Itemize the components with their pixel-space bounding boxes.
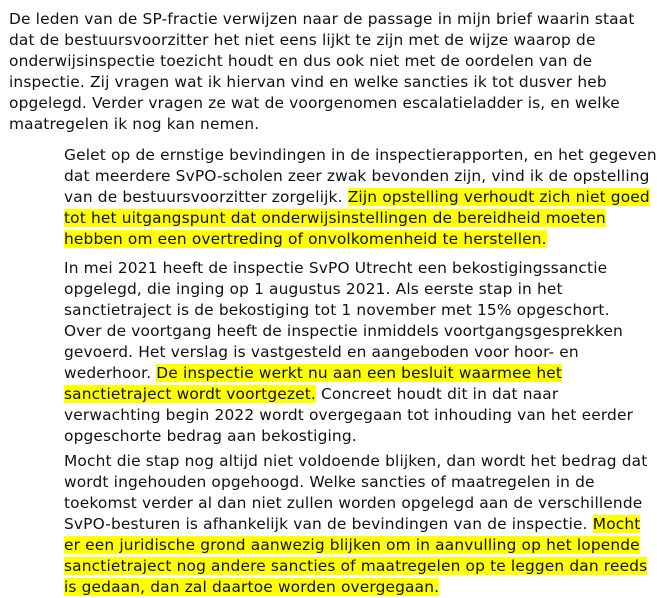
text-line: Gelet op de ernstige bevindingen in de inspectierapporten, en het gegeven — [64, 146, 657, 164]
highlighted-text: sanctietraject nog andere sancties of maatregelen op te leggen dan reeds — [64, 557, 648, 575]
text-line: van de bestuursvoorzitter zorgelijk. — [64, 188, 348, 206]
text-line: De leden van de SP-fractie verwijzen naar de passage in mijn brief waarin staat — [9, 10, 635, 28]
text-line: opgelegd. Verder vragen ze wat de voorgenomen escalatieladder is, en welke — [9, 94, 620, 112]
text-line: gevoerd. Het verslag is vastgesteld en aangeboden voor hoor- en — [64, 343, 579, 361]
text-line: wordt ingehouden opgehoogd. Welke sancties of maatregelen in de — [64, 473, 595, 491]
highlighted-text: De inspectie werkt nu aan een besluit waarmee het — [156, 364, 563, 382]
text-line: Concreet houdt dit in dat naar — [315, 385, 559, 403]
text-line: wederhoor. — [64, 364, 157, 382]
text-line: dat meerdere SvPO-scholen zeer zwak bevonden zijn, vind ik de opstelling — [64, 167, 650, 185]
highlighted-text: is gedaan, dan zal daartoe worden overgegaan. — [64, 578, 440, 596]
highlighted-text: er een juridische grond aanwezig blijken om in aanvulling op het lopende — [64, 536, 640, 554]
highlighted-text: sanctietraject wordt voortgezet. — [64, 385, 316, 403]
highlighted-text: Mocht — [592, 515, 641, 533]
text-line: sanctietraject is de bekostiging tot 1 november met 15% opgeschort. — [64, 301, 610, 319]
text-line: Over de voortgang heeft de inspectie inmiddels voortgangsgesprekken — [64, 322, 623, 340]
highlighted-text: hebben om een overtreding of onvolkomenheid te herstellen. — [64, 230, 547, 248]
text-line: dat de bestuursvoorzitter het niet eens lijkt te zijn met de wijze waarop de — [9, 31, 596, 49]
intro-paragraph — [9, 9, 635, 135]
text-line: maatregelen ik nog kan nemen. — [9, 115, 260, 133]
quoted-paragraph-3 — [64, 451, 647, 598]
text-line: Mocht die stap nog altijd niet voldoende blijken, dan wordt het bedrag dat — [64, 452, 648, 470]
text-line: verwachting begin 2022 wordt overgegaan tot inhouding van het eerder — [64, 406, 634, 424]
text-line: opgelegd, die inging op 1 augustus 2021. Als eerste stap in het — [64, 280, 563, 298]
text-line: inspectie. Zij vragen wat ik hiervan vind en welke sancties ik tot dusver heb — [9, 73, 607, 91]
text-line: In mei 2021 heeft de inspectie SvPO Utrecht een bekostigingssanctie — [64, 259, 608, 277]
highlighted-text: Zijn opstelling verhoudt zich niet goed — [347, 188, 650, 206]
quoted-paragraph-1 — [64, 145, 657, 250]
text-line: onderwijsinspectie toezicht houdt en dus ook niet met de oordelen van de — [9, 52, 593, 70]
text-line: opgeschorte bedrag aan bekostiging. — [64, 427, 357, 445]
highlighted-text: tot het uitgangspunt dat onderwijsinstellingen de bereidheid moeten — [64, 209, 606, 227]
quoted-paragraph-2 — [64, 258, 633, 447]
text-line: toekomst verder al dan niet zullen worden opgelegd aan de verschillende — [64, 494, 643, 512]
text-line: SvPO-besturen is afhankelijk van de bevindingen van de inspectie. — [64, 515, 593, 533]
